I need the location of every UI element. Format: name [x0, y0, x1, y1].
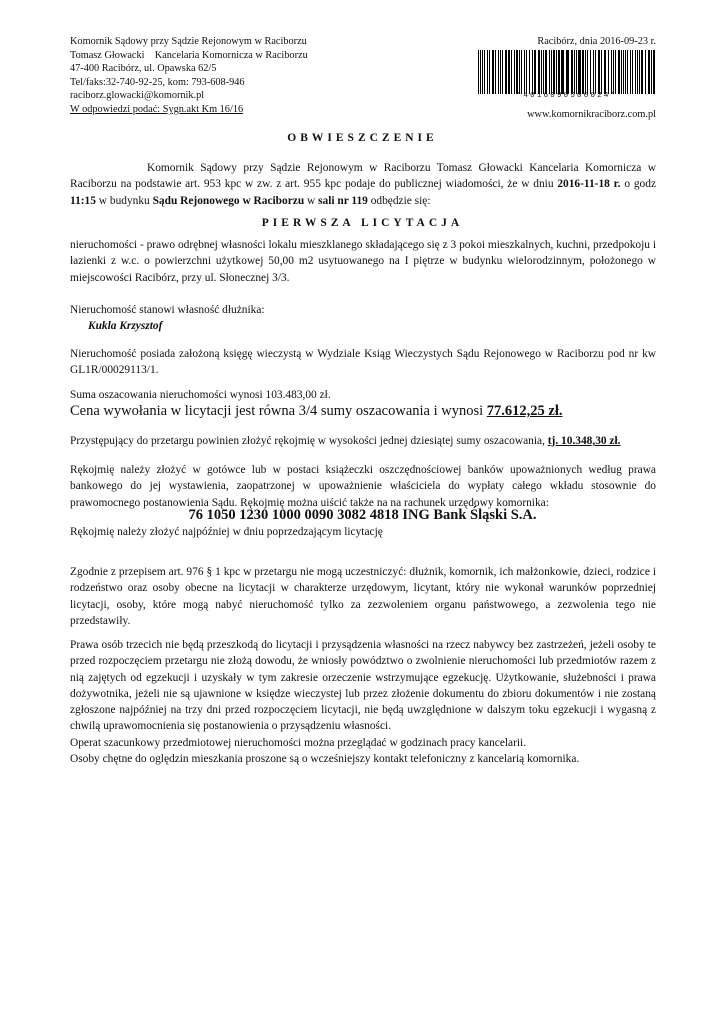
barcode-number: *4016090500024*	[516, 92, 618, 100]
auction-time: 11:15	[70, 194, 96, 207]
debtor-name: Kukla Krzysztof	[88, 320, 163, 332]
auction-date: 2016-11-18 r.	[557, 178, 621, 191]
ownership-label: Nieruchomość stanowi własność dłużnika:	[70, 304, 265, 316]
barcode-image	[478, 50, 656, 94]
deposit-method: Rękojmię należy złożyć w gotówce lub w postaci książeczki oszczędnościowej banków upoważnionych według prawa bankowego do jej wystawienia, zaopatrzonej w upoważnienie właściciela do wypłaty całego wkładu stosownie do prawomocnego postanowienia Sądu. Rękojmię można uiścić także na na rachunek urzędowy komornika:	[70, 464, 656, 509]
sender-line: Tel/faks:32-740-92-25, kom: 793-608-946	[70, 76, 245, 88]
property-description: nieruchomości - prawo odrębnej własności lokalu mieszklanego składającego się z 3 pokoi mieszkalnych, kuchni, przedpokoju i łazienki z w.c. o powierzchni użytkowej 50,00 m2 usytuowanego na I piętrze w budynku wielorodzinnym, położonego w miejscowości Racibórz, przy ul. Słonecznej 3/3.	[70, 239, 656, 284]
room-number: sali nr 119	[318, 194, 368, 207]
intro-text: Komornik Sądowy przy Sądzie Rejonowym w Raciborzu Tomasz Głowacki Kancelaria Komornicza w Raciborzu na podstawie art. 953 kpc w zw. z art. 955 kpc podaje do publicznej wiadomości, że w dniu	[70, 162, 656, 191]
inspection-note-1: Operat szacunkowy przedmiotowej nieruchomości można przeglądać w godzinach pracy kancelarii.	[70, 737, 527, 749]
document-title: OBWIESZCZENIE	[287, 132, 438, 144]
sender-email: raciborz.glowacki@komornik.pl	[70, 90, 205, 102]
intro-text: w	[304, 194, 319, 207]
website: www.komornikraciborz.com.pl	[527, 109, 656, 120]
sender-line: 47-400 Racibórz, ul. Opawska 62/5	[70, 63, 217, 75]
auction-heading: PIERWSZA LICYTACJA	[261, 217, 464, 229]
third-party-rights: Prawa osób trzecich nie będą przeszkodą do licytacji i przysądzenia własności na rzecz nabywcy bez zastrzeżeń, jeżeli osoby te przed rozpoczęciem przetargu nie złożą dowodu, że wniosły powództwo o zwolnienie nieruchomości lub przedmiotów razem z nią zajętych od egzekucji i uzyskały w tym zakresie orzeczenie wstrzymujące egzekucję. Użytkowanie, służebności i prawa dożywotnika, jeżeli nie są ujawnione w księdze wieczystej lub przez złożenie dokumentu do zbioru dokumentów i nie zostaną zgłoszone najpóźniej na trzy dni przed rozpoczęciem licytacji, nie będą uwzględnione w dalszym toku egzekucji i wygasną z chwilą uprawomocnienia się postanowienia o przysądzeniu własności.	[70, 639, 656, 733]
valuation: Suma oszacowania nieruchomości wynosi 103.483,00 zł.	[70, 389, 331, 401]
sender-block	[70, 35, 308, 117]
deposit-text: Przystępujący do przetargu powinien złożyć rękojmię w wysokości jednej dziesiątej sumy oszacowania,	[70, 435, 548, 447]
bank-account: 76 1050 1230 1000 0090 3082 4818 ING Bank Śląski S.A.	[188, 507, 537, 523]
starting-price-text: Cena wywołania w licytacji jest równa 3/4 sumy oszacowania i wynosi	[70, 403, 487, 419]
intro-text: o godz	[620, 178, 656, 191]
deposit-value: tj. 10.348,30 zł.	[547, 435, 621, 447]
sender-line: Tomasz Głowacki Kancelaria Komornicza w Raciborzu	[70, 49, 308, 61]
document-date: Racibórz, dnia 2016-09-23 r.	[537, 36, 656, 47]
land-register: Nieruchomość posiada założoną księgę wieczystą w Wydziale Ksiąg Wieczystych Sądu Rejonowego w Raciborzu pod nr kw GL1R/00029113/1.	[70, 348, 656, 377]
inspection-note-2: Osoby chętne do oględzin mieszkania proszone są o wcześniejszy kontakt telefoniczny z kancelarią komornika.	[70, 753, 580, 765]
deposit-paragraph	[70, 433, 656, 449]
deposit-deadline: Rękojmię należy złożyć najpóźniej w dniu poprzedzającym licytację	[70, 526, 383, 538]
sender-line: Komornik Sądowy przy Sądzie Rejonowym w Raciborzu	[70, 36, 307, 47]
starting-price-value: 77.612,25 zł.	[486, 403, 563, 419]
intro-text: odbędzie się:	[367, 194, 431, 207]
court-name: Sądu Rejonowego w Raciborzu	[152, 194, 305, 207]
case-reference: W odpowiedzi podać: Sygn.akt Km 16/16	[70, 103, 244, 115]
intro-paragraph	[70, 160, 656, 209]
starting-price	[70, 402, 670, 420]
intro-text: w budynku	[95, 194, 153, 207]
exclusions-paragraph: Zgodnie z przepisem art. 976 § 1 kpc w przetargu nie mogą uczestniczyć: dłużnik, komornik, ich małżonkowie, dzieci, rodzice i rodzeństwo oraz osoby obecne na licytacji w charakterze urzędowym, licytant, który nie wykonał warunków poprzedniej licytacji, osoby, które mogą nabyć nieruchomość tylko za zezwoleniem organu państwowego, a zezwolenia tego nie przedstawiły.	[70, 566, 656, 627]
